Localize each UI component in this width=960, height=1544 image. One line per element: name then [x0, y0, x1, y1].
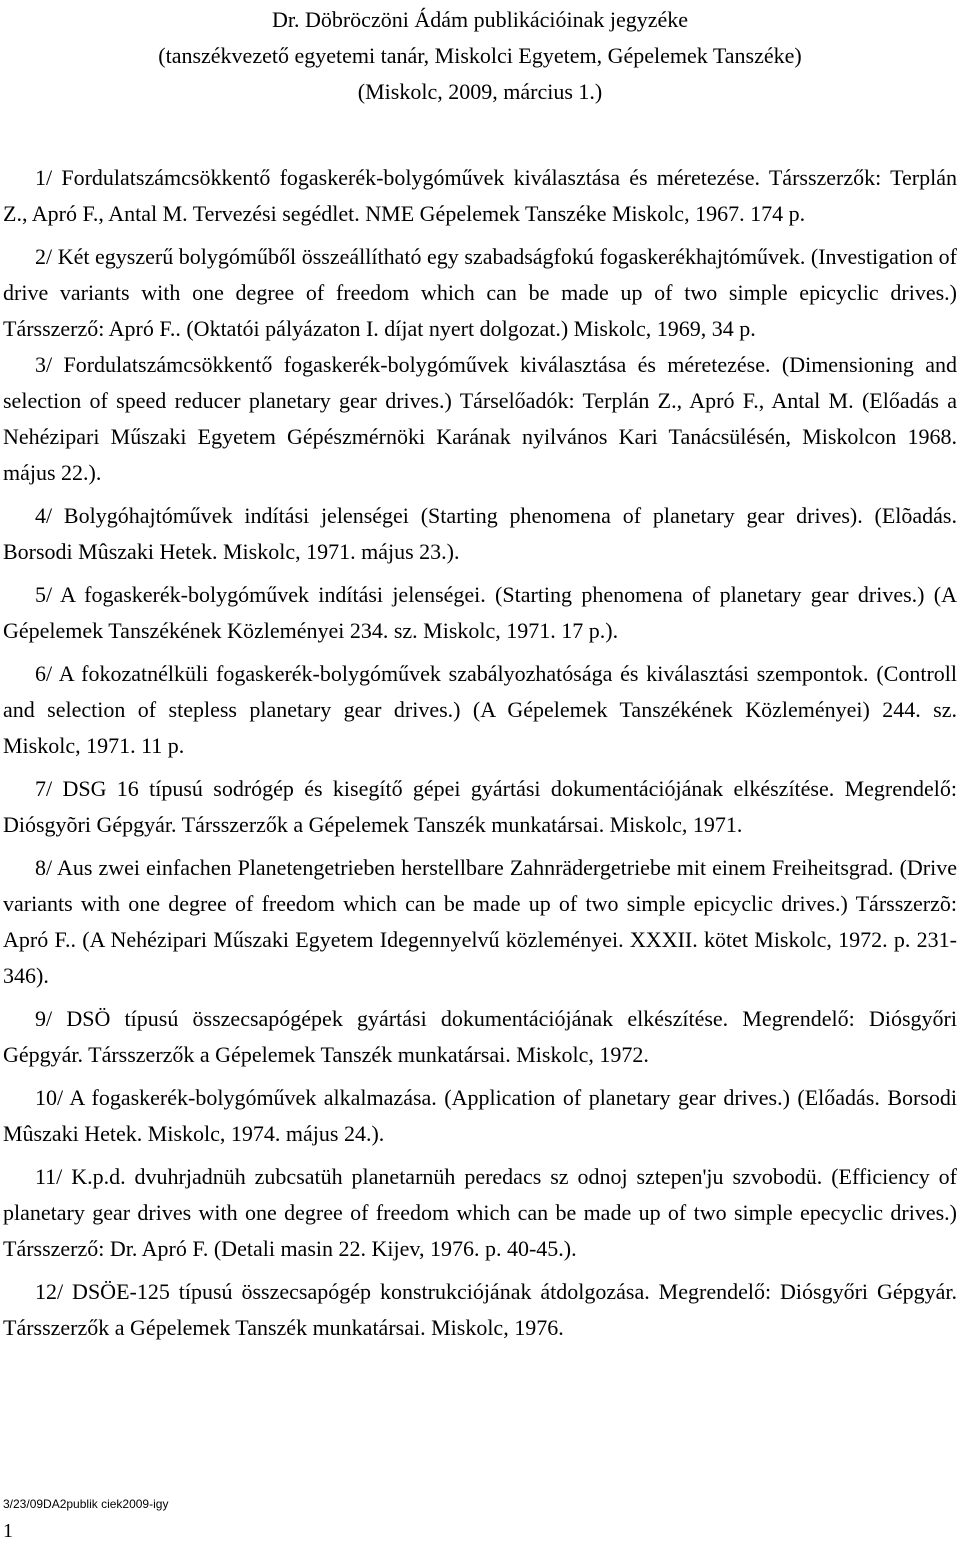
publication-entry: 1/ Fordulatszámcsökkentő fogaskerék-bolygóművek kiválasztása és méretezése. Társszerzők: Terplán Z., Apró F., Antal M. Tervezési segédlet. NME Gépelemek Tanszéke Miskolc, 1967. 174 p.	[3, 165, 957, 226]
publication-entry: 6/ A fokozatnélküli fogaskerék-bolygóművek szabályozhatósága és kiválasztási szempontok. (Controll and selection of stepless planetary gear drives.) (A Gépelemek Tanszékének Közleményei) 244. sz. Miskolc, 1971. 11 p.	[3, 661, 957, 758]
publication-entry: 5/ A fogaskerék-bolygóművek indítási jelenségei. (Starting phenomena of planetary gear drives.) (A Gépelemek Tanszékének Közleményei 234. sz. Miskolc, 1971. 17 p.).	[3, 582, 957, 643]
publication-entry: 9/ DSÖ típusú összecsapógépek gyártási dokumentációjának elkészítése. Megrendelő: Diósgyőri Gépgyár. Társszerzők a Gépelemek Tanszék munkatársai. Miskolc, 1972.	[3, 1006, 957, 1067]
document-title: Dr. Döbröczöni Ádám publikációinak jegyzéke	[271, 7, 689, 32]
document-date: (Miskolc, 2009, március 1.)	[357, 79, 603, 104]
publication-list	[3, 160, 957, 1353]
document-subtitle: (tanszékvezető egyetemi tanár, Miskolci Egyetem, Gépelemek Tanszéke)	[158, 43, 802, 68]
publication-entry: 11/ K.p.d. dvuhrjadnüh zubcsatüh planetarnüh peredacs sz odnoj sztepen'ju szvobodü. (Efficiency of planetary gear drives with one degree of freedom which can be made up of two simple epecyclic drives.) Társszerző: Dr. Apró F. (Detali masin 22. Kijev, 1976. p. 40-45.).	[3, 1164, 957, 1261]
publication-entry: 2/ Két egyszerű bolygóműből összeállítható egy szabadságfokú fogaskerékhajtóművek. (Investigation of drive variants with one degree of freedom which can be made up of two simple epicyclic drives.) Társszerző: Apró F.. (Oktatói pályázaton I. díjat nyert dolgozat.) Miskolc, 1969, 34 p.	[3, 244, 957, 341]
publication-entry: 8/ Aus zwei einfachen Planetengetrieben herstellbare Zahnrädergetriebe mit einem Freiheitsgrad. (Drive variants with one degree of freedom which can be made up of two simple epicyclic drives.) Társszerzõ: Apró F.. (A Nehézipari Műszaki Egyetem Idegennyelvű közleményei. XXXII. kötet Miskolc, 1972. p. 231-346).	[3, 855, 957, 988]
publication-entry: 3/ Fordulatszámcsökkentő fogaskerék-bolygóművek kiválasztása és méretezése. (Dimensioning and selection of speed reducer planetary gear drives.) Társelőadók: Terplán Z., Apró F., Antal M. (Előadás a Nehézipari Műszaki Egyetem Gépészmérnöki Karának nyilvános Kari Tanácsülésén, Miskolcon 1968. május 22.).	[3, 352, 957, 485]
publication-entry: 10/ A fogaskerék-bolygóművek alkalmazása. (Application of planetary gear drives.) (Előadás. Borsodi Mûszaki Hetek. Miskolc, 1974. május 24.).	[3, 1085, 957, 1146]
publication-entry: 12/ DSÖE-125 típusú összecsapógép konstrukciójának átdolgozása. Megrendelő: Diósgyőri Gépgyár. Társszerzők a Gépelemek Tanszék munkatársai. Miskolc, 1976.	[3, 1279, 957, 1340]
publication-entry: 4/ Bolygóhajtóművek indítási jelenségei (Starting phenomena of planetary gear drives). (Elõadás. Borsodi Mûszaki Hetek. Miskolc, 1971. május 23.).	[3, 503, 957, 564]
page-number: 1	[3, 1520, 13, 1542]
footer-file-code: 3/23/09DA2publik ciek2009-igy	[3, 1497, 169, 1511]
publication-entry: 7/ DSG 16 típusú sodrógép és kisegítő gépei gyártási dokumentációjának elkészítése. Megrendelő: Diósgyõri Gépgyár. Társszerzők a Gépelemek Tanszék munkatársai. Miskolc, 1971.	[3, 776, 957, 837]
